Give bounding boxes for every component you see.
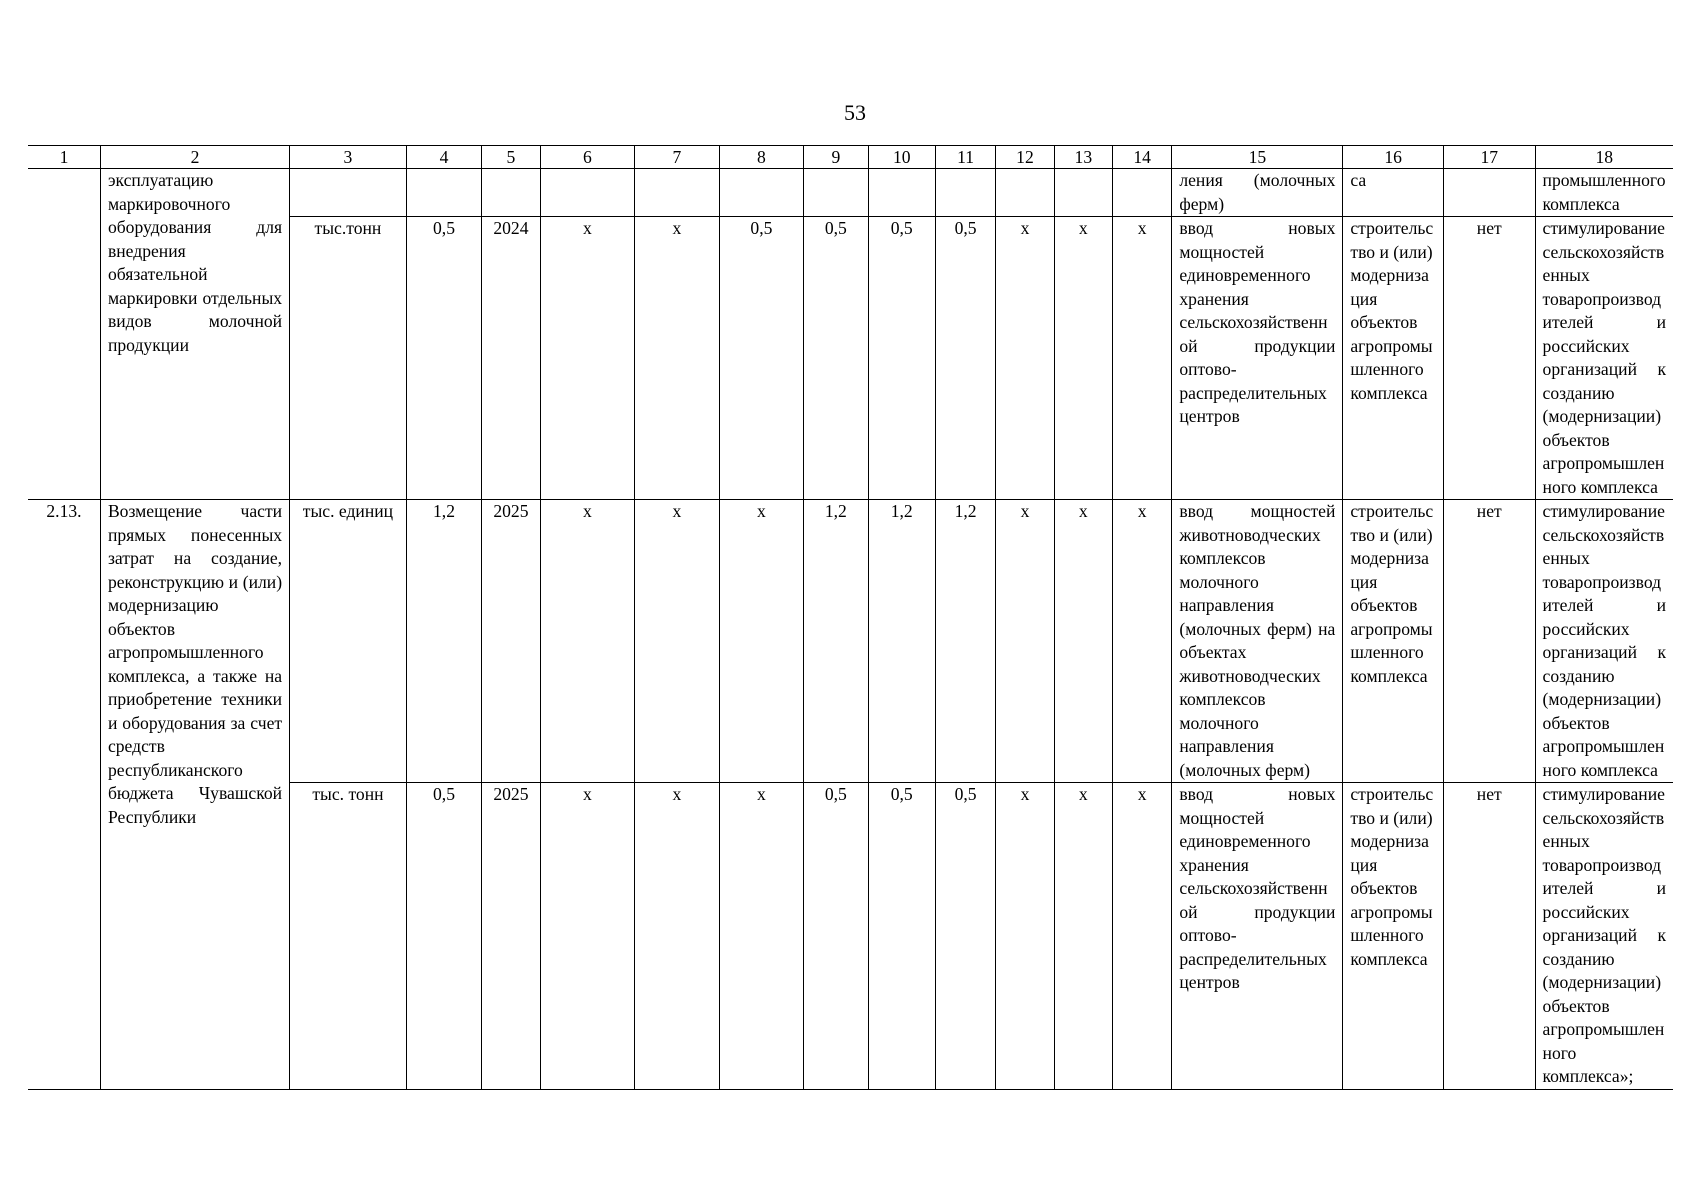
value-cell: 0,5 — [804, 783, 868, 1090]
result-cell: ввод новых мощностей единовременного хранения сельскохозяйственной продукции оптово-распределительных центров — [1172, 217, 1343, 500]
value-cell: х — [719, 500, 804, 783]
result-cell: ления (молочных ферм) — [1172, 169, 1343, 217]
value-cell: х — [540, 500, 635, 783]
value-cell: х — [1054, 783, 1112, 1090]
column-number: 7 — [635, 146, 720, 169]
table-cell — [290, 169, 407, 217]
table-cell — [935, 169, 995, 217]
column-number: 4 — [406, 146, 481, 169]
value-cell: 0,5 — [719, 217, 804, 500]
unit-cell: тыс. единиц — [290, 500, 407, 783]
value-cell: х — [635, 783, 720, 1090]
table-cell — [28, 169, 100, 500]
value-cell: 0,5 — [804, 217, 868, 500]
flag-cell: нет — [1443, 783, 1535, 1090]
table-cell — [406, 169, 481, 217]
column-number: 11 — [935, 146, 995, 169]
item-number-cell: 2.13. — [28, 500, 100, 1090]
column-number: 14 — [1112, 146, 1171, 169]
table-cell — [1054, 169, 1112, 217]
value-cell: х — [1112, 217, 1171, 500]
value-cell: х — [996, 217, 1054, 500]
column-number-row — [28, 146, 1673, 169]
year-cell: 2025 — [482, 783, 540, 1090]
column-number: 5 — [482, 146, 540, 169]
unit-cell: тыс. тонн — [290, 783, 407, 1090]
table-cell — [1443, 169, 1535, 217]
value-cell: х — [540, 217, 635, 500]
value-cell: 0,5 — [406, 783, 481, 1090]
column-number: 3 — [290, 146, 407, 169]
value-cell: 0,5 — [868, 217, 935, 500]
value-cell: 0,5 — [868, 783, 935, 1090]
table-cell — [996, 169, 1054, 217]
year-cell: 2024 — [482, 217, 540, 500]
event-type-cell: строительство и (или) модернизация объектов агропромышленного комплекса — [1343, 500, 1444, 783]
measure-description: эксплуатацию маркировочного оборудования для внедрения обязательной маркировки отдельных видов молочной продукции — [100, 169, 289, 500]
value-cell: 0,5 — [935, 217, 995, 500]
table-cell — [635, 169, 720, 217]
value-cell: х — [635, 217, 720, 500]
value-cell: х — [1112, 500, 1171, 783]
column-number: 9 — [804, 146, 868, 169]
value-cell: х — [1054, 217, 1112, 500]
table-row — [28, 169, 1673, 217]
value-cell: 0,5 — [406, 217, 481, 500]
unit-cell: тыс.тонн — [290, 217, 407, 500]
column-number: 10 — [868, 146, 935, 169]
column-number: 2 — [100, 146, 289, 169]
value-cell: х — [996, 500, 1054, 783]
column-number: 8 — [719, 146, 804, 169]
column-number: 15 — [1172, 146, 1343, 169]
table-cell — [804, 169, 868, 217]
value-cell: х — [1112, 783, 1171, 1090]
value-cell: х — [635, 500, 720, 783]
table-cell — [719, 169, 804, 217]
table-cell — [1112, 169, 1171, 217]
year-cell: 2025 — [482, 500, 540, 783]
column-number: 1 — [28, 146, 100, 169]
value-cell: 1,2 — [804, 500, 868, 783]
column-number: 18 — [1535, 146, 1673, 169]
measures-table — [28, 145, 1673, 1090]
table-cell — [540, 169, 635, 217]
column-number: 6 — [540, 146, 635, 169]
column-number: 16 — [1343, 146, 1444, 169]
flag-cell: нет — [1443, 217, 1535, 500]
table-cell — [868, 169, 935, 217]
page-number: 53 — [844, 100, 866, 125]
value-cell: х — [996, 783, 1054, 1090]
purpose-cell: стимулирование сельскохозяйственных товаропроизводителей и российских организаций к созданию (модернизации) объектов агропромышленного комплекса»; — [1535, 783, 1673, 1090]
value-cell: х — [540, 783, 635, 1090]
result-cell: ввод мощностей животноводческих комплексов молочного направления (молочных ферм) на объектах животноводческих комплексов молочного направления (молочных ферм) — [1172, 500, 1343, 783]
purpose-cell: стимулирование сельскохозяйственных товаропроизводителей и российских организаций к созданию (модернизации) объектов агропромышленного комплекса — [1535, 500, 1673, 783]
event-type-cell: строительство и (или) модернизация объектов агропромышленного комплекса — [1343, 783, 1444, 1090]
measure-description: Возмещение части прямых понесенных затрат на создание, реконструкцию и (или) модернизацию объектов агропромышленного комплекса, а также на приобретение техники и оборудования за счет средств республиканского бюджета Чувашской Республики — [100, 500, 289, 1090]
purpose-cell: промышленного комплекса — [1535, 169, 1673, 217]
column-number: 17 — [1443, 146, 1535, 169]
value-cell: 1,2 — [868, 500, 935, 783]
column-number: 13 — [1054, 146, 1112, 169]
table-cell — [482, 169, 540, 217]
event-type-cell: са — [1343, 169, 1444, 217]
value-cell: х — [1054, 500, 1112, 783]
value-cell: 1,2 — [935, 500, 995, 783]
table-row — [28, 500, 1673, 783]
value-cell: 1,2 — [406, 500, 481, 783]
column-number: 12 — [996, 146, 1054, 169]
event-type-cell: строительство и (или) модернизация объектов агропромышленного комплекса — [1343, 217, 1444, 500]
flag-cell: нет — [1443, 500, 1535, 783]
purpose-cell: стимулирование сельскохозяйственных товаропроизводителей и российских организаций к созданию (модернизации) объектов агропромышленного комплекса — [1535, 217, 1673, 500]
value-cell: х — [719, 783, 804, 1090]
result-cell: ввод новых мощностей единовременного хранения сельскохозяйственной продукции оптово-распределительных центров — [1172, 783, 1343, 1090]
value-cell: 0,5 — [935, 783, 995, 1090]
